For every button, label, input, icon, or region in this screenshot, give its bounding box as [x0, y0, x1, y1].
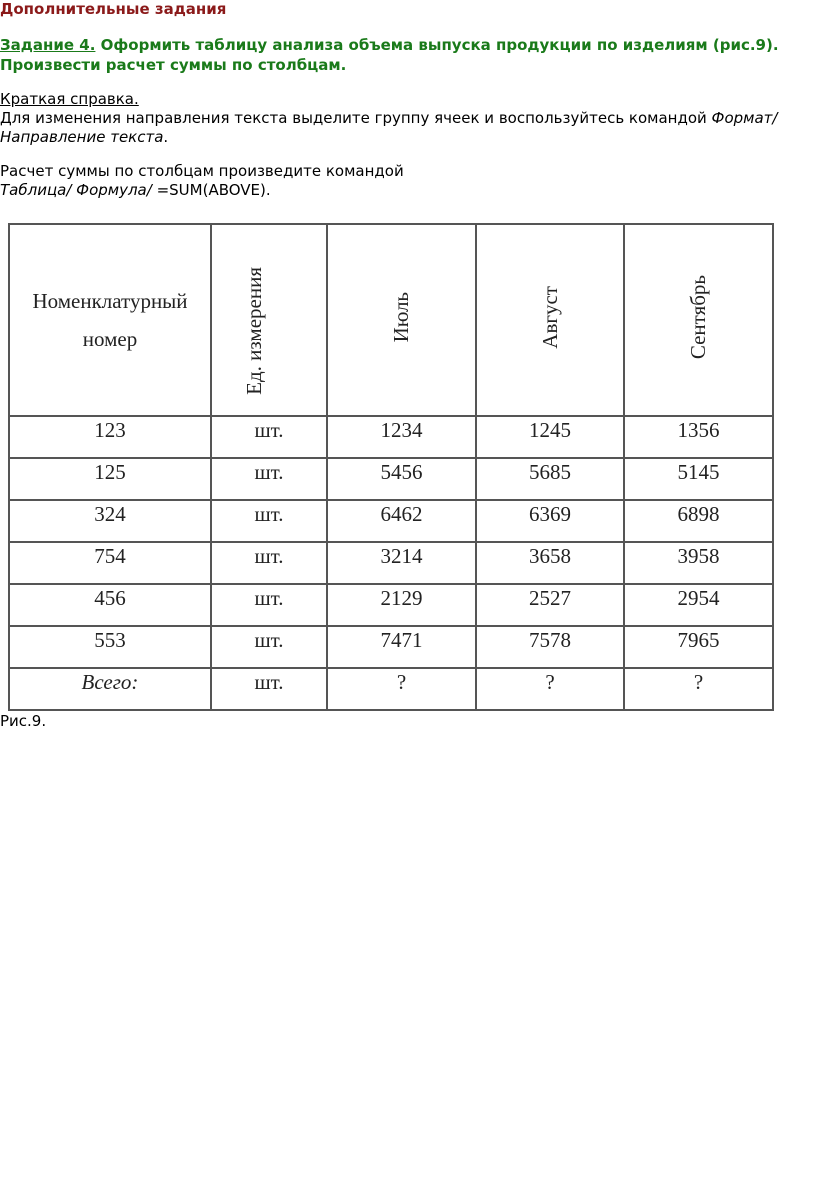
total-unit: шт.	[211, 668, 327, 710]
cell-unit: шт.	[211, 458, 327, 500]
total-m3: ?	[624, 668, 773, 710]
cell-m2: 5685	[476, 458, 624, 500]
task-paragraph	[0, 35, 800, 75]
table-row	[9, 500, 773, 542]
cell-unit: шт.	[211, 626, 327, 668]
cell-num: 754	[9, 542, 211, 584]
cell-m3: 2954	[624, 584, 773, 626]
total-label: Всего:	[9, 668, 211, 710]
header-month-2: Август	[537, 285, 562, 349]
table-body	[9, 224, 773, 710]
cell-m3: 6898	[624, 500, 773, 542]
header-month-3: Сентябрь	[686, 274, 710, 360]
cell-m1: 3214	[327, 542, 476, 584]
table-row	[9, 626, 773, 668]
cell-unit: шт.	[211, 500, 327, 542]
reference-title: Краткая справка.	[0, 90, 139, 108]
cell-unit: шт.	[211, 416, 327, 458]
cell-unit: шт.	[211, 584, 327, 626]
cell-m2: 7578	[476, 626, 624, 668]
table-row	[9, 584, 773, 626]
cell-num: 553	[9, 626, 211, 668]
table-total-row	[9, 668, 773, 710]
cell-m3: 5145	[624, 458, 773, 500]
header-unit: Ед. измерения	[242, 267, 266, 395]
cell-num: 123	[9, 416, 211, 458]
cell-m1: 7471	[327, 626, 476, 668]
task-text: Оформить таблицу анализа объема выпуска продукции по изделиям (рис.9). Произвести расчет суммы по столбцам.	[0, 36, 779, 74]
cell-m3: 7965	[624, 626, 773, 668]
total-m2: ?	[476, 668, 624, 710]
cell-m3: 1356	[624, 416, 773, 458]
cell-m1: 6462	[327, 500, 476, 542]
cell-m1: 2129	[327, 584, 476, 626]
table-row	[9, 416, 773, 458]
cell-m2: 1245	[476, 416, 624, 458]
figure-caption: Рис.9.	[0, 712, 47, 730]
header-m3-cell	[624, 224, 773, 416]
production-table	[8, 223, 774, 711]
cell-m1: 1234	[327, 416, 476, 458]
table-row	[9, 458, 773, 500]
sum-note-command-line	[0, 181, 800, 200]
sum-note	[0, 162, 800, 200]
page-heading: Дополнительные задания	[0, 0, 227, 18]
sum-note-line: Расчет суммы по столбцам произведите командой	[0, 162, 404, 180]
header-m2-cell	[476, 224, 624, 416]
sum-note-formula: =SUM(ABOVE).	[151, 181, 271, 199]
total-m1: ?	[327, 668, 476, 710]
reference-end: .	[163, 128, 169, 146]
cell-num: 324	[9, 500, 211, 542]
cell-m3: 3958	[624, 542, 773, 584]
table-row	[9, 542, 773, 584]
cell-num: 125	[9, 458, 211, 500]
cell-m1: 5456	[327, 458, 476, 500]
header-m1-cell	[327, 224, 476, 416]
header-name: Номенклатурный номер	[9, 224, 211, 416]
header-unit-cell	[211, 224, 327, 416]
header-month-1: Июль	[389, 291, 413, 343]
table-header-row	[9, 224, 773, 416]
reference-block	[0, 90, 800, 147]
reference-line: Для изменения направления текста выделите группу ячеек и воспользуйтесь командой	[0, 109, 712, 127]
cell-m2: 3658	[476, 542, 624, 584]
cell-unit: шт.	[211, 542, 327, 584]
sum-note-command: Таблица/ Формула/	[0, 181, 152, 199]
task-label: Задание 4.	[0, 36, 96, 54]
cell-m2: 2527	[476, 584, 624, 626]
cell-num: 456	[9, 584, 211, 626]
reference-text	[0, 109, 800, 147]
reference-command: Формат/ Направление текста	[0, 109, 778, 146]
cell-m2: 6369	[476, 500, 624, 542]
